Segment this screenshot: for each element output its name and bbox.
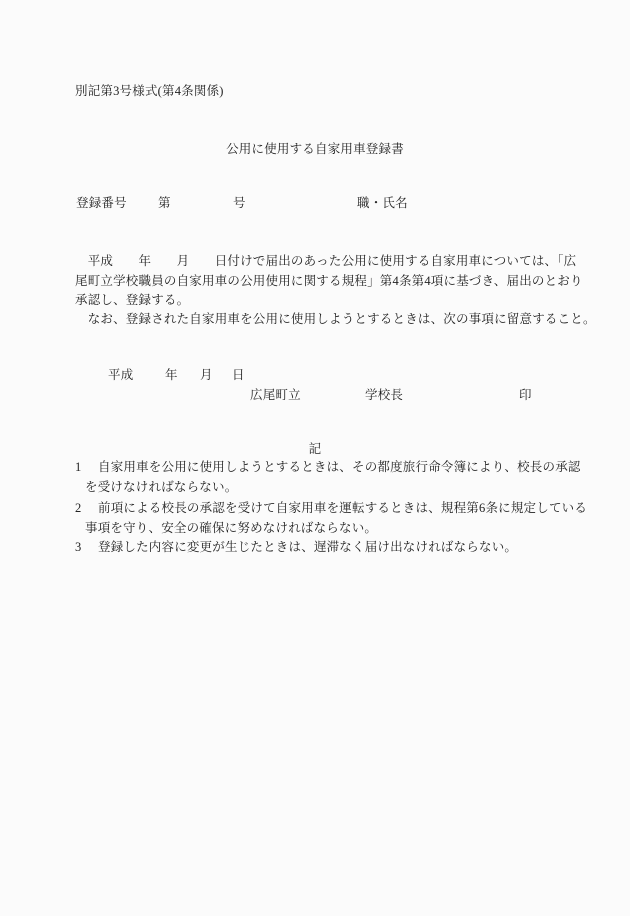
registration-number-suffix: 号 bbox=[233, 196, 246, 210]
body-line-2: 尾町立学校職員の自家用車の公用使用に関する規程」第4条第4項に基づき、届出のとおり bbox=[75, 274, 583, 288]
position-name-label: 職・氏名 bbox=[357, 196, 408, 210]
date-month-label: 月 bbox=[200, 368, 213, 382]
note-item-1-text-line-2: を受けなければならない。 bbox=[85, 480, 238, 494]
document-title: 公用に使用する自家用車登録書 bbox=[226, 142, 404, 156]
body-line-1: 平成 年 月 日付けで届出のあった公用に使用する自家用車については、「広 bbox=[75, 254, 577, 268]
registration-number-prefix: 第 bbox=[158, 196, 171, 210]
date-year-label: 年 bbox=[165, 368, 178, 382]
form-number: 別記第3号様式(第4条関係) bbox=[75, 84, 224, 98]
date-day-label: 日 bbox=[232, 368, 245, 382]
note-item-2-number: 2 bbox=[75, 501, 82, 515]
note-item-3-number: 3 bbox=[75, 540, 82, 554]
date-era-label: 平成 bbox=[108, 368, 134, 382]
body-line-3: 承認し、登録する。 bbox=[75, 293, 190, 307]
notes-heading: 記 bbox=[308, 442, 322, 456]
note-item-3-text-line-1: 登録した内容に変更が生じたときは、遅滞なく届け出なければならない。 bbox=[98, 540, 518, 554]
body-line-4: なお、登録された自家用車を公用に使用しようとするときは、次の事項に留意すること。 bbox=[75, 312, 596, 326]
note-item-2-text-line-1: 前項による校長の承認を受けて自家用車を運転するときは、規程第6条に規定している bbox=[98, 501, 588, 515]
note-item-1-text-line-1: 自家用車を公用に使用しようとするときは、その都度旅行命令簿により、校長の承認 bbox=[98, 460, 581, 474]
registration-number-label: 登録番号 bbox=[76, 196, 127, 210]
signature-school-name: 広尾町立 bbox=[250, 388, 301, 402]
seal-mark: 印 bbox=[519, 388, 532, 402]
signature-principal-label: 学校長 bbox=[365, 388, 404, 402]
note-item-1-number: 1 bbox=[75, 460, 82, 474]
note-item-2-text-line-2: 事項を守り、安全の確保に努めなければならない。 bbox=[85, 521, 378, 535]
